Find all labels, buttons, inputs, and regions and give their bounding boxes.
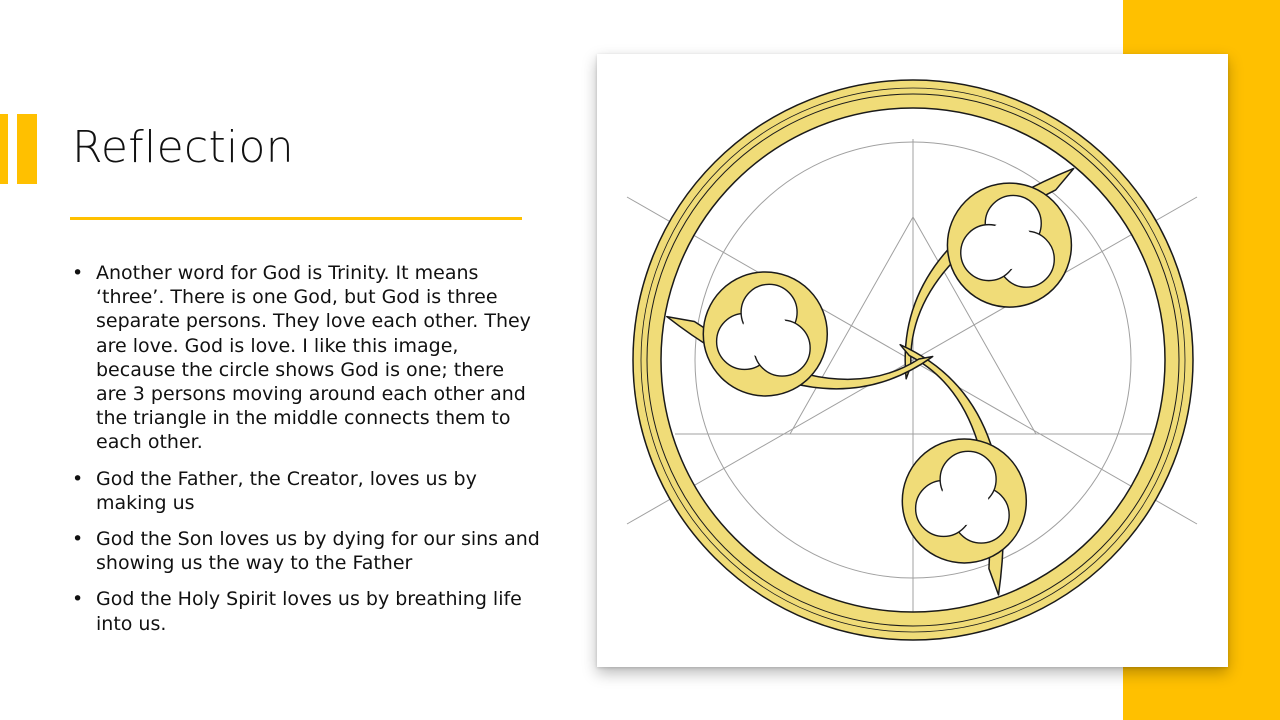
lobe-center [741,310,789,358]
title-underline [70,217,522,220]
bullet-item: • God the Holy Spirit loves us by breathing life into us. [70,587,540,635]
bullet-item: • Another word for God is Trinity. It means ‘three’. There is one God, but God is three separate persons. They love each other. They are love. God is love. I like this image, because the circle shows God is one; there are 3 persons moving around each other and the triangle in the middle connects them to each other. [70,261,540,455]
image-frame [597,54,1228,667]
arm-lobe [902,439,1026,563]
trinity-triskele-icon [597,54,1228,667]
title-marker-bar-1 [0,114,8,184]
arm-lobe [703,272,827,396]
lobe-center [985,221,1033,269]
construction-guides [627,139,1197,634]
arm-lobe [947,183,1071,307]
triskele-arm [900,345,1026,595]
triskele-arm [905,168,1074,378]
slide-title: Reflection [72,122,294,173]
bullet-list [70,261,540,648]
bullet-item: • God the Father, the Creator, loves us by making us [70,467,540,515]
lobe-center [940,477,988,525]
bullet-item: • God the Son loves us by dying for our sins and showing us the way to the Father [70,527,540,575]
title-marker-bar-2 [17,114,37,184]
